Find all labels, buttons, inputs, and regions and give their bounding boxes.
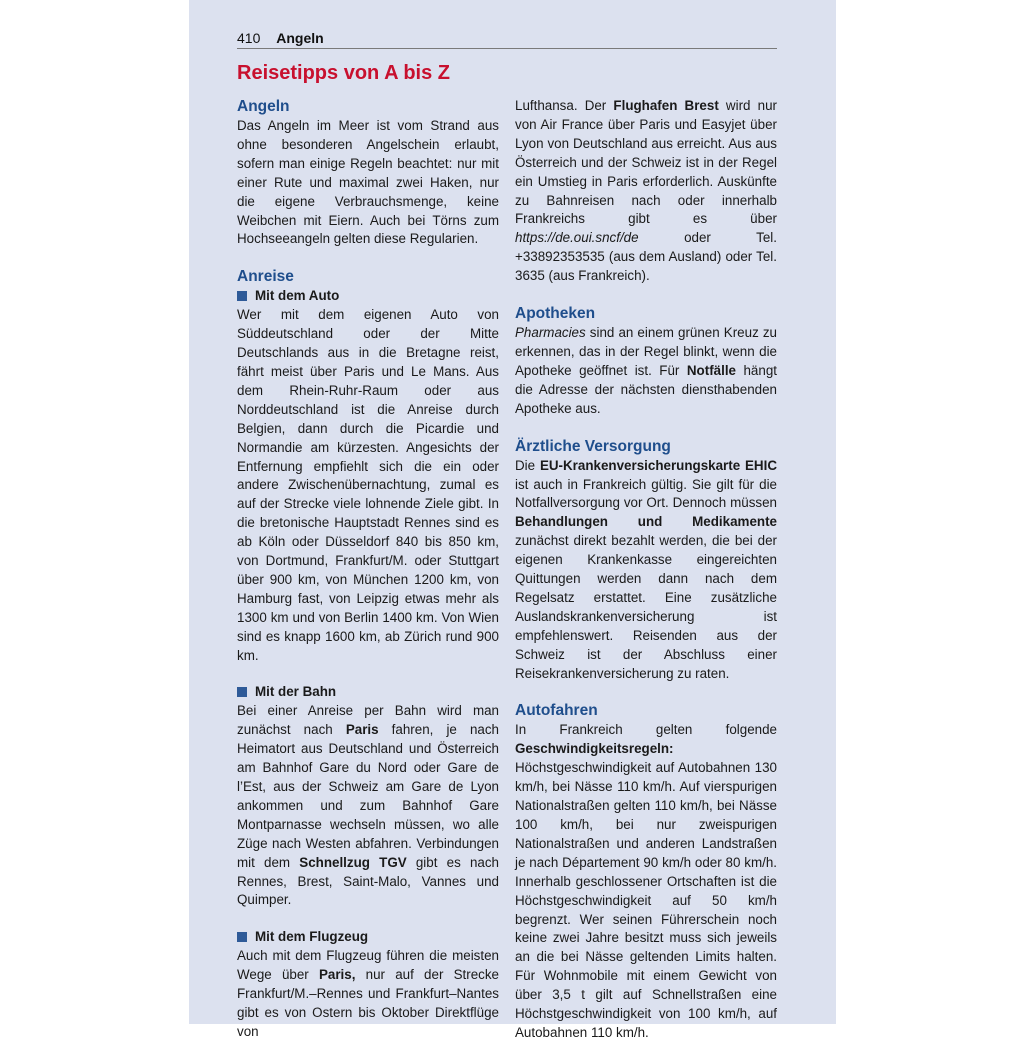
right-column [515,97,777,1043]
running-header [237,30,777,49]
paragraph-bahn: Bei einer Anreise per Bahn wird man zunächst nach Paris fahren, je nach Heimatort aus Deutschland und Österreich am Bahnhof Gare du Nord oder Gare de l’Est, aus der Schweiz am Gare de Lyon ankommen und zum Bahnhof Gare Montparnasse wechseln müssen, wo alle Züge nach Westen abfahren. Verbindungen mit dem Schnellzug TGV gibt es nach Rennes, Brest, Saint-Malo, Vannes und Quimper. [237,703,499,908]
page-number: 410 [237,30,261,46]
section-heading-apotheken: Apotheken [515,305,596,323]
left-column [237,97,499,1042]
section-heading-autofahren: Autofahren [515,702,598,720]
square-bullet-icon [237,291,247,301]
paragraph-flugzeug: Auch mit dem Flugzeug führen die meisten Wege über Paris, nur auf der Strecke Frankfurt/M.–Rennes und Frankfurt–Nantes gibt es von Ostern bis Oktober Direktflüge von [237,948,500,1039]
square-bullet-icon [237,932,247,942]
running-header-title: Angeln [276,30,324,46]
paragraph-angeln: Das Angeln im Meer ist vom Strand aus ohne besonderen Angelschein erlaubt, sofern man einige Regeln beachtet: nur mit einer Rute und maximal zwei Haken, nur die eigene Verbrauchsmenge, keine Weibchen mit Eiern. Auch bei Törns zum Hochseeangeln gelten diese Regularien. [237,118,499,247]
section-heading-aerztliche-versorgung: Ärztliche Versorgung [515,437,671,455]
paragraph-apotheken: Pharmacies sind an einem grünen Kreuz zu erkennen, das in der Regel blinkt, wenn die Apotheke geöffnet ist. Für Notfälle hängt die Adresse der nächsten diensthabenden Apotheke aus. [515,325,777,416]
subheading-auto: Mit dem Auto [237,287,499,306]
section-heading-angeln: Angeln [237,98,290,115]
paragraph-autofahren: In Frankreich gelten folgende Geschwindigkeitsregeln: Höchstgeschwindigkeit auf Autobahnen 130 km/h, bei Nässe 110 km/h. Auf vierspurigen Nationalstraßen gelten 110 km/h, bei Nässe 100 km/h, bei nur zweispurigen Nationalstraßen und anderen Landstraßen je nach Département 90 km/h oder 80 km/h. Innerhalb geschlossener Ortschaften ist die Höchstgeschwindigkeit auf 50 km/h begrenzt. Wer seinen Führerschein noch keine zwei Jahre besitzt muss sich jeweils an die bei Nässe geltenden Limits halten. Für Wohnmobile mit einem Gewicht von über 3,5 t gilt auf Schnellstraßen eine Höchstgeschwindigkeit von 100 km/h, auf Autobahnen 110 km/h. [515,722,777,1040]
section-heading-anreise: Anreise [237,268,294,286]
subheading-bahn: Mit der Bahn [237,683,499,702]
paragraph-flugzeug-continued: Lufthansa. Der Flughafen Brest wird nur von Air France über Paris und Easyjet über Lyon von Deutschland aus erreicht. Aus aus Österreich und der Schweiz ist in der Regel ein Umstieg in Paris erforderlich. Auskünfte zu Bahnreisen nach oder innerhalb Frankreichs gibt es über https://de.oui.sncf/de oder Tel. +33892353535 (aus dem Ausland) oder Tel. 3635 (aus Frankreich). [515,98,777,284]
square-bullet-icon [237,687,247,697]
page-title: Reisetipps von A bis Z [237,62,450,84]
paragraph-aerztliche-versorgung: Die EU-Krankenversicherungskarte EHIC ist auch in Frankreich gültig. Sie gilt für die Notfallversorgung vor Ort. Dennoch müssen Behandlungen und Medikamente zunächst direkt bezahlt werden, die bei der eigenen Krankenkasse eingereichten Quittungen werden dann nach dem Regelsatz erstattet. Eine zusätzliche Auslandskrankenversicherung ist empfehlenswert. Reisenden aus der Schweiz ist der Abschluss einer Reisekrankenversicherung zu raten. [515,457,777,681]
subheading-flugzeug: Mit dem Flugzeug [237,928,499,947]
paragraph-auto: Wer mit dem eigenen Auto von Süddeutschland oder der Mitte Deutschlands aus in die Bretagne reist, fährt meist über Paris und Le Mans. Aus dem Rhein-Ruhr-Raum oder aus Norddeutschland ist die Anreise durch Belgien, dann durch die Picardie und Normandie am kürzesten. Angesichts der Entfernung empfiehlt sich die ein oder andere Zwischenübernachtung, zumal es auf der Strecke viele lohnende Ziele gibt. In die bretonische Hauptstadt Rennes sind es ab Köln oder Düsseldorf 840 bis 850 km, von Dortmund, Frankfurt/M. oder Stuttgart über 900 km, von München 1200 km, von Hamburg fast, von Leipzig etwas mehr als 1300 km und von Berlin 1400 km. Von Wien sind es knapp 1600 km, ab Zürich rund 900 km. [237,307,499,663]
